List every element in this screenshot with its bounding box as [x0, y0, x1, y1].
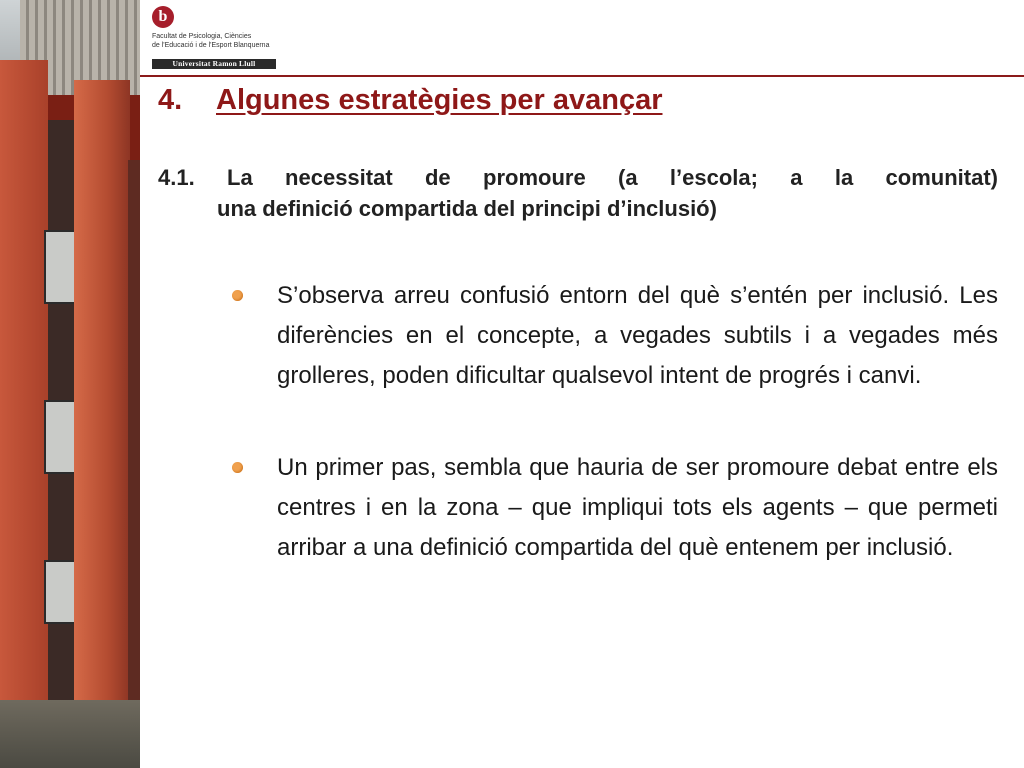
bullet-text: S’observa arreu confusió entorn del què s’entén per inclusió. Les diferències en el concepte, a vegades subtils i a vegades més grolleres, poden dificultar qualsevol intent de progrés i canvi.	[277, 282, 998, 389]
university-logo	[152, 6, 282, 66]
header-divider	[140, 75, 1024, 77]
subtitle-line-1: 4.1. La necessitat de promoure (a l’escola; a la comunitat)	[158, 165, 998, 190]
photo-brick-column	[74, 80, 130, 768]
photo-column-shadow	[128, 160, 140, 768]
list-item	[232, 448, 998, 568]
title-number: 4.	[158, 84, 183, 116]
bullet-icon	[232, 290, 243, 301]
bullet-list	[232, 276, 998, 568]
logo-text-line-1: Facultat de Psicologia, Ciències	[152, 33, 252, 40]
photo-brick-wall	[0, 60, 48, 768]
title-text: Algunes estratègies per avançar	[216, 84, 663, 116]
logo-mark: b	[152, 6, 174, 28]
slide-title	[158, 84, 662, 117]
slide-subtitle	[158, 162, 998, 224]
logo-text-line-2: de l'Educació i de l'Esport Blanquerna	[152, 42, 270, 49]
logo-university-bar: Universitat Ramon Llull	[152, 59, 276, 69]
bullet-text: Un primer pas, sembla que hauria de ser promoure debat entre els centres i en la zona – que impliqui tots els agents – que permeti arribar a una definició compartida del què entenem per inclusió.	[277, 454, 998, 561]
photo-window	[44, 230, 76, 304]
bullet-icon	[232, 462, 243, 473]
photo-window	[44, 560, 76, 624]
list-item	[232, 276, 998, 396]
building-photo	[0, 0, 140, 768]
photo-ground	[0, 700, 140, 768]
photo-window	[44, 400, 76, 474]
subtitle-line-2: una definició compartida del principi d’inclusió)	[217, 196, 717, 221]
